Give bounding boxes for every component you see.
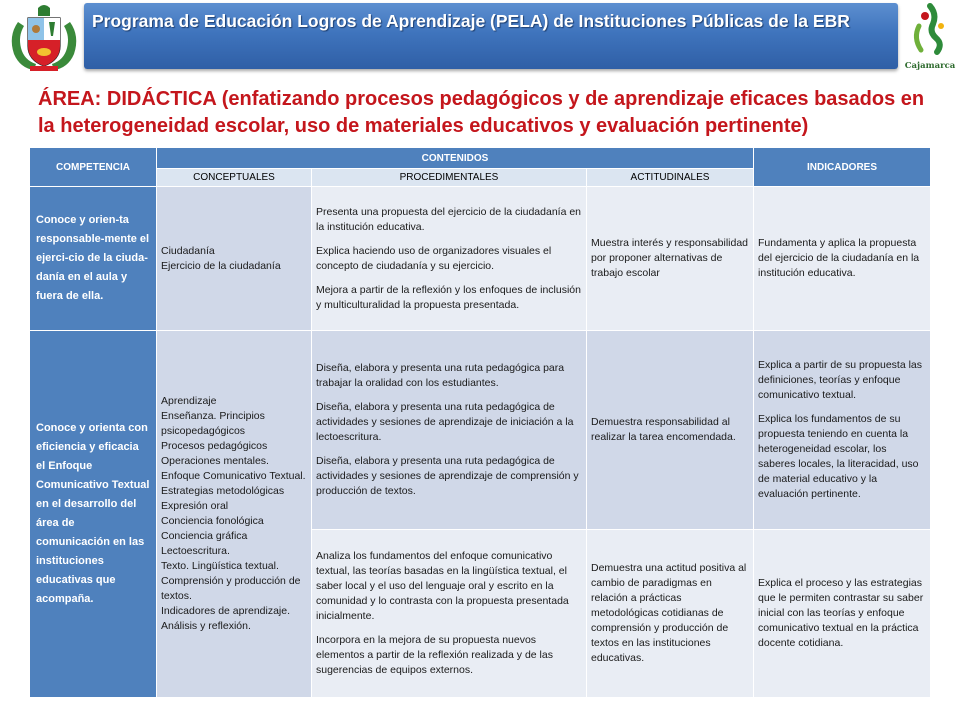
conceptuales-cell: Aprendizaje Enseñanza. Principios psicopedagógicos Procesos pedagógicos Operaciones mentales. Enfoque Comunicativo Textual. Estrategias metodológicas Expresión oral Conciencia fonológica Conciencia gráfica Lectoescritura. Texto. Lingüística textual. Comprensión y producción de textos. Indicadores de aprendizaje. Análisis y reflexión. bbox=[157, 331, 312, 698]
competencia-cell: Conoce y orien-ta responsable-mente el ejerci-cio de la ciuda-danía en el aula y fuera de ella. bbox=[30, 187, 157, 331]
competencies-table bbox=[29, 147, 931, 698]
indicador-item: Explica los fundamentos de su propuesta teniendo en cuenta la heterogeneidad escolar, los saberes locales, la literacidad, uso de material educativo y la evaluación pertinente. bbox=[758, 413, 919, 500]
indicadores-cell bbox=[754, 331, 931, 530]
cajamarca-logo bbox=[903, 2, 957, 72]
header-competencia: COMPETENCIA bbox=[30, 148, 157, 187]
conceptuales-cell: Ciudadanía Ejercicio de la ciudadanía bbox=[157, 187, 312, 331]
header-conceptuales: CONCEPTUALES bbox=[157, 169, 312, 187]
competencia-cell: Conoce y orienta con eficiencia y eficacia el Enfoque Comunicativo Textual en el desarrollo del área de comunicación en las instituciones educativas que acompaña. bbox=[30, 331, 157, 698]
indicador-item: Explica a partir de su propuesta las definiciones, teorías y enfoque comunicativo textual. bbox=[758, 359, 923, 401]
header-contenidos: CONTENIDOS bbox=[157, 148, 754, 169]
procedimentales-cell bbox=[312, 187, 587, 331]
procedimental-item: Diseña, elabora y presenta una ruta pedagógica de actividades y sesiones de aprendizaje de comprensión y producción de textos. bbox=[316, 455, 579, 497]
procedimental-item: Diseña, elabora y presenta una ruta pedagógica para trabajar la oralidad con los estudiantes. bbox=[316, 362, 565, 389]
procedimentales-cell bbox=[312, 331, 587, 530]
header-indicadores: INDICADORES bbox=[754, 148, 931, 187]
indicadores-cell: Fundamenta y aplica la propuesta del ejercicio de la ciudadanía en la institución educativa. bbox=[754, 187, 931, 331]
header-banner bbox=[84, 3, 898, 69]
procedimental-item: Analiza los fundamentos del enfoque comunicativo textual, las teorías basadas en la lingüística textual, el saber local y el uso del lenguaje oral y escrito en la comunidad y lo contrasta con la propuesta presentada inicialmente. bbox=[316, 550, 569, 622]
actitudinales-cell: Demuestra una actitud positiva al cambio de paradigmas en relación a prácticas metodológicas cotidianas de comprensión y producción de textos en las instituciones educativas. bbox=[587, 530, 754, 698]
procedimental-item: Diseña, elabora y presenta una ruta pedagógica de actividades y sesiones de aprendizaje de iniciación a la lectoescritura. bbox=[316, 401, 574, 443]
header-actitudinales: ACTITUDINALES bbox=[587, 169, 754, 187]
indicadores-cell bbox=[754, 530, 931, 698]
cajamarca-logo-text: Cajamarca bbox=[904, 61, 956, 71]
indicador-item: Explica el proceso y las estrategias que le permiten contrastar su saber inicial con las teorías y enfoque comunicativo textual en la práctica docente cotidiana. bbox=[758, 577, 924, 649]
table-row bbox=[30, 331, 931, 530]
procedimental-item: Presenta una propuesta del ejercicio de la ciudadanía en la institución educativa. bbox=[316, 205, 582, 233]
actitudinales-cell: Muestra interés y responsabilidad por proponer alternativas de trabajo escolar bbox=[587, 187, 754, 331]
actitudinales-cell: Demuestra responsabilidad al realizar la tarea encomendada. bbox=[587, 331, 754, 530]
procedimental-item: Incorpora en la mejora de su propuesta nuevos elementos a partir de la reflexión realizada y de las sugerencias de equipos externos. bbox=[316, 634, 553, 676]
area-title: ÁREA: DIDÁCTICA (enfatizando procesos pedagógicos y de aprendizaje eficaces basados en la heterogeneidad escolar, uso de materiales educativos y evaluación pertinente) bbox=[38, 88, 925, 137]
procedimental-item: Mejora a partir de la reflexión y los enfoques de inclusión y multiculturalidad la propuesta presentada. bbox=[316, 283, 581, 311]
peru-emblem-logo bbox=[4, 2, 84, 74]
procedimentales-cell bbox=[312, 530, 587, 698]
header-procedimentales: PROCEDIMENTALES bbox=[312, 169, 587, 187]
procedimental-item: Explica haciendo uso de organizadores visuales el concepto de ciudadanía y su ejercicio. bbox=[316, 244, 552, 272]
table-row bbox=[30, 187, 931, 331]
program-title: Programa de Educación Logros de Aprendizaje (PELA) de Instituciones Públicas de la EBR bbox=[92, 11, 850, 31]
